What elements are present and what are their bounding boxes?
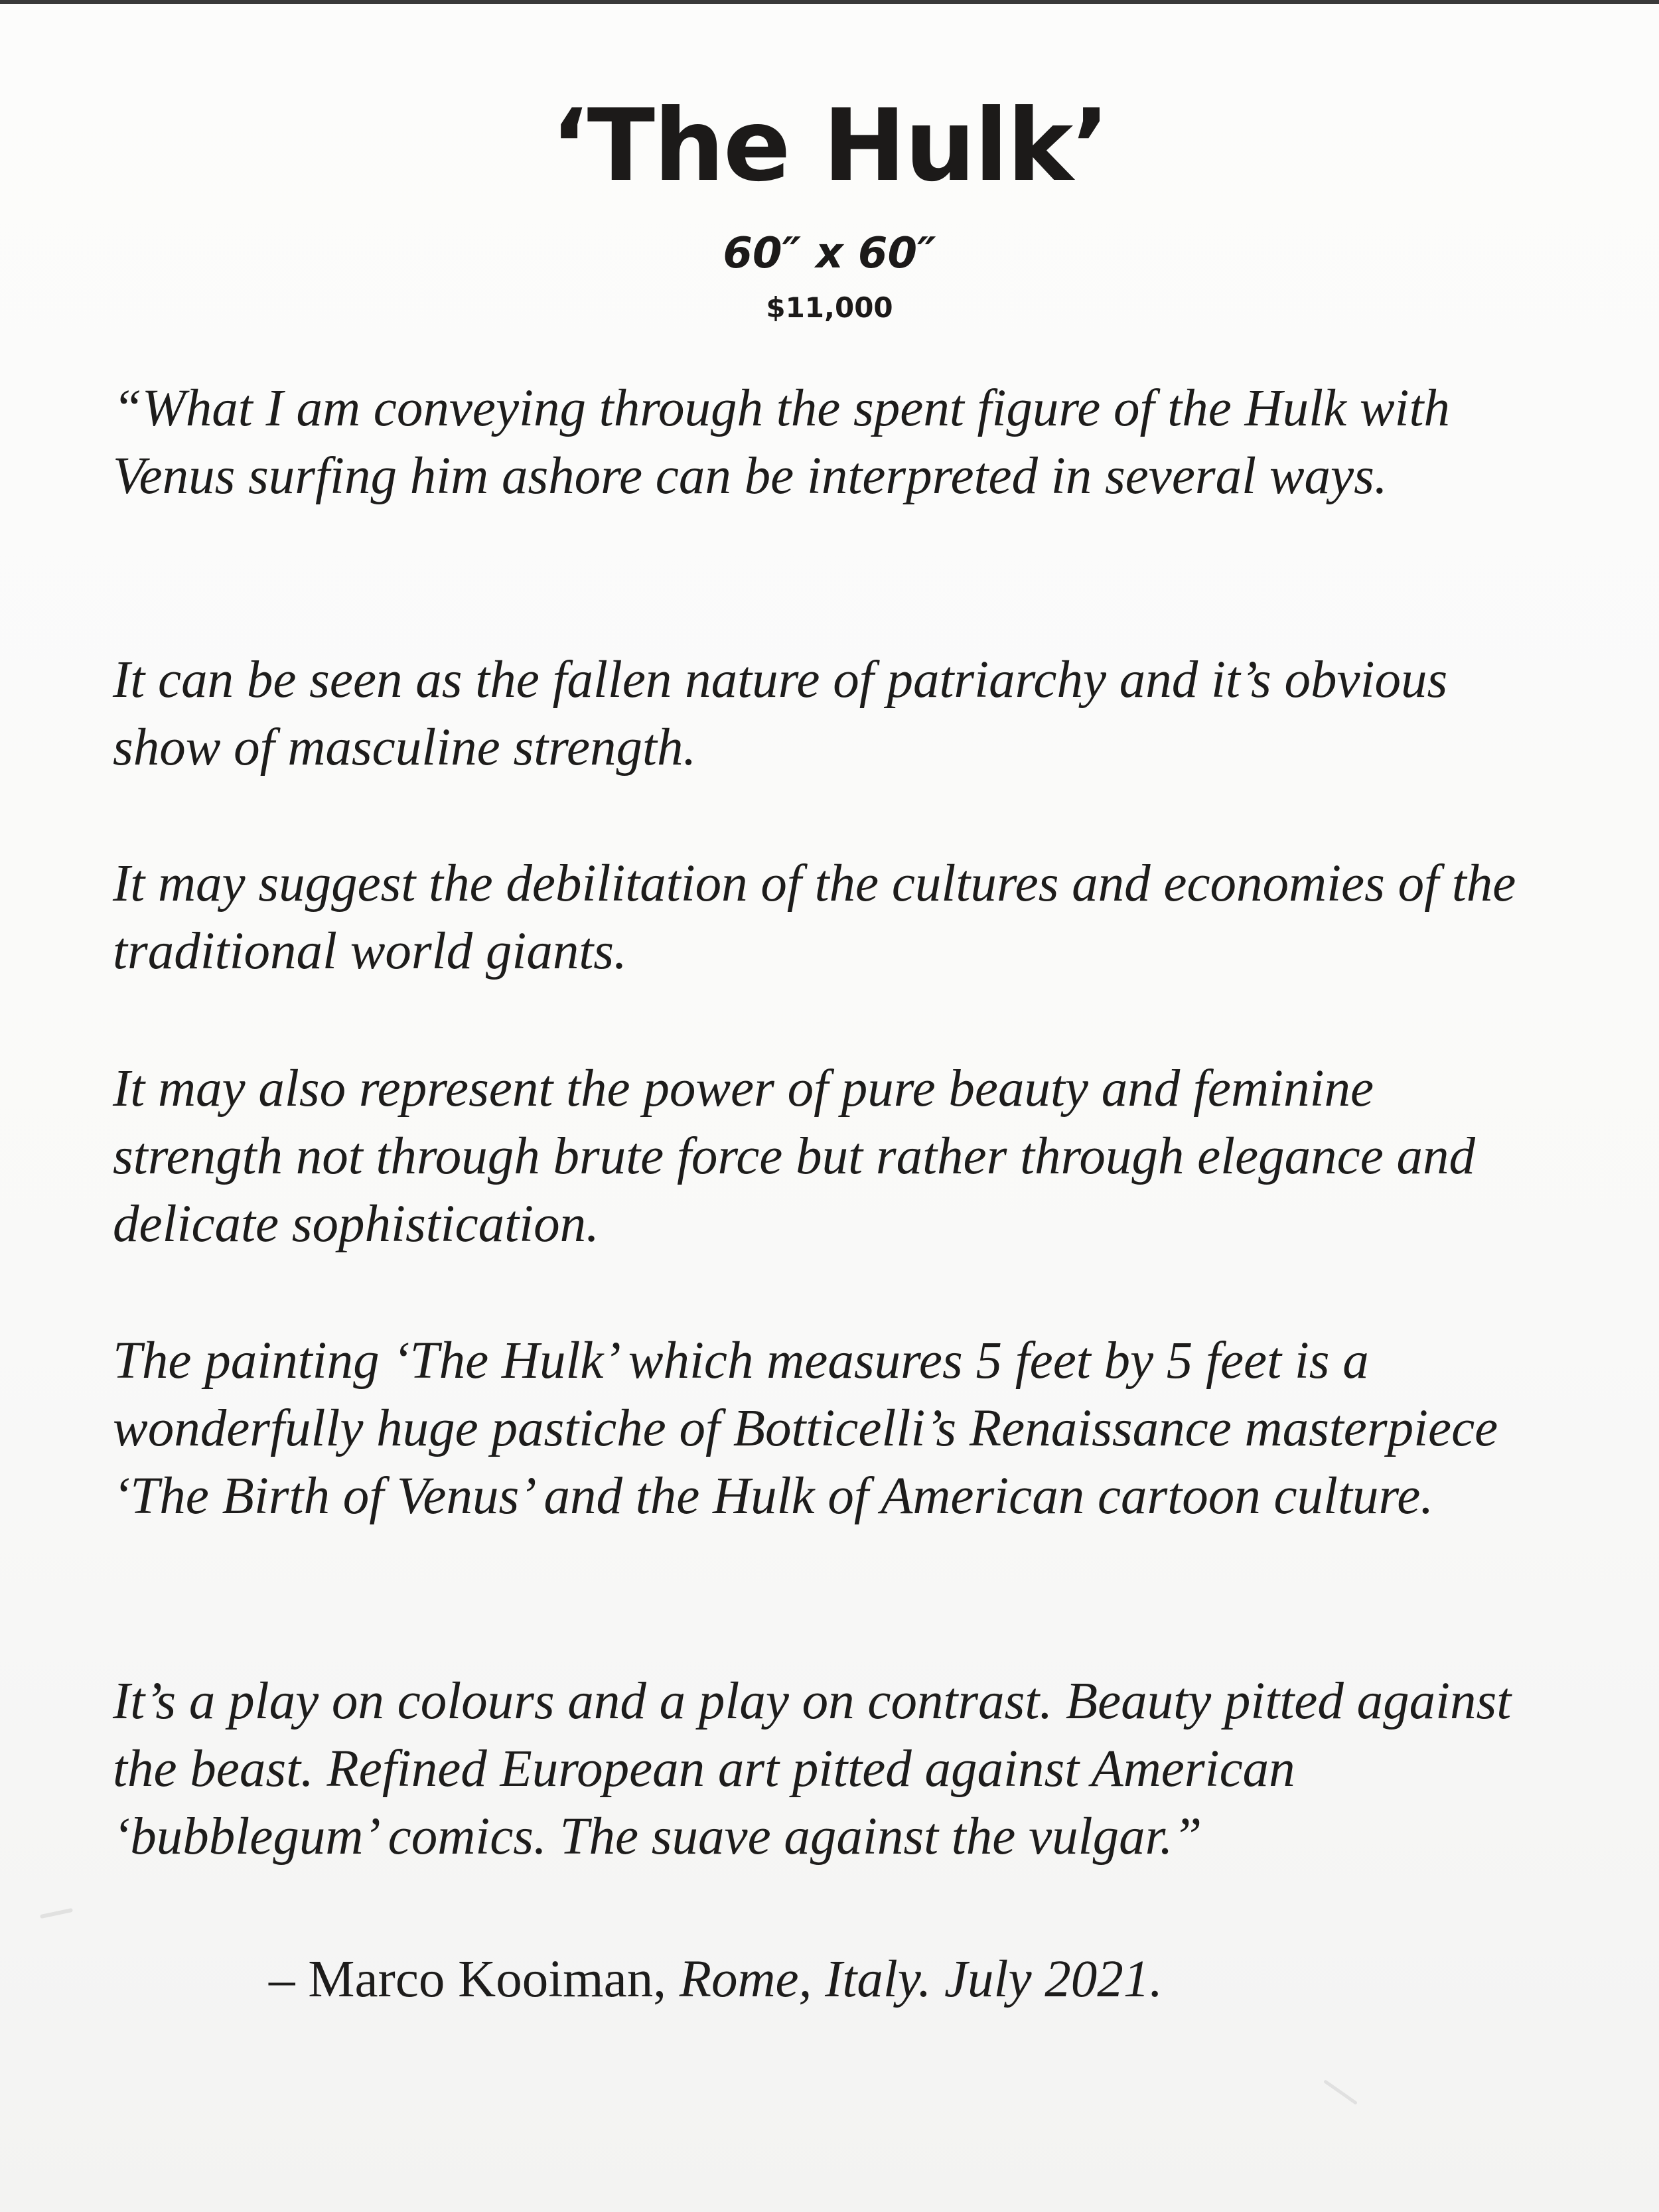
artwork-price: $11,000 [766,291,893,324]
paper-scuff-mark [1323,2079,1358,2105]
statement-paragraph-4: It may also represent the power of pure beauty and feminine strength not through brute force but rather through elegance and delicate sophistication. [113,1060,1476,1253]
signature-author: – Marco Kooiman, [269,1951,666,2008]
signature-place-date: Rome, Italy. July 2021. [679,1951,1163,2008]
statement-paragraph-5: The painting ‘The Hulk’ which measures 5 feet by 5 feet is a wonderfully huge pastiche of Botticelli’s Renaissance masterpiece ‘The Birth of Venus’ and the Hulk of American cartoon culture. [113,1332,1498,1525]
card-top-edge [0,0,1659,4]
artwork-dimensions: 60″ x 60″ [723,229,936,278]
statement-paragraph-6: It’s a play on colours and a play on contrast. Beauty pitted against the beast. Refined European art pitted against American ‘bubblegum’ comics. The suave against the vulgar.” [113,1672,1512,1866]
statement-paragraph-3: It may suggest the debilitation of the cultures and economies of the traditional world giants. [113,855,1516,980]
signature-line [269,1946,1463,2014]
statement-paragraph-2: It can be seen as the fallen nature of patriarchy and it’s obvious show of masculine strength. [113,651,1448,776]
paper-scuff-mark [40,1908,73,1919]
artwork-title: ‘The Hulk’ [550,88,1109,204]
statement-paragraph-1: “What I am conveying through the spent figure of the Hulk with Venus surfing him ashore can be interpreted in several ways. [113,380,1450,505]
